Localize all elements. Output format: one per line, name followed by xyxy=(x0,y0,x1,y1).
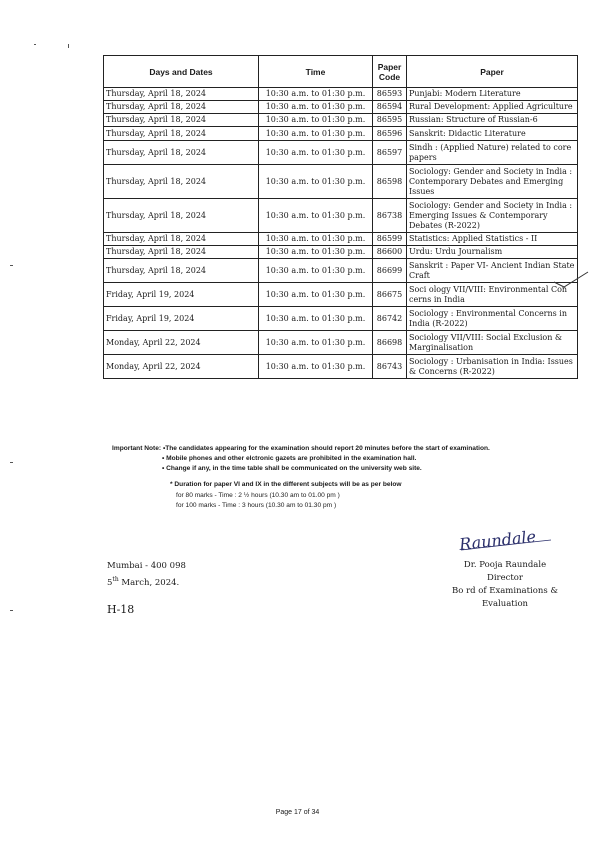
table-row xyxy=(104,127,578,141)
table-row xyxy=(104,283,578,307)
cell-paper: Sociology : Urbanisation in India: Issues & Concerns (R-2022) xyxy=(407,355,578,379)
table-header-row xyxy=(104,56,578,88)
cell-paper: Sindh : (Applied Nature) related to core papers xyxy=(407,141,578,165)
cell-date: Thursday, April 18, 2024 xyxy=(104,88,259,101)
duration-80-marks: for 80 marks - Time : 2 ½ hours (10.30 am to 01.00 pm ) xyxy=(176,491,340,499)
exam-timetable xyxy=(103,55,578,379)
header-time: Time xyxy=(259,56,373,88)
cell-date: Monday, April 22, 2024 xyxy=(104,355,259,379)
header-paper: Paper xyxy=(407,56,578,88)
cell-date: Friday, April 19, 2024 xyxy=(104,307,259,331)
header-days-dates: Days and Dates xyxy=(104,56,259,88)
duration-notes xyxy=(170,480,402,512)
cell-paper: Sociology : Environmental Concerns in India (R-2022) xyxy=(407,307,578,331)
cell-paper: Punjabi: Modern Literature xyxy=(407,88,578,101)
issue-city: Mumbai - 400 098 xyxy=(107,561,186,571)
issue-details xyxy=(107,560,186,590)
note-line-1: •The candidates appearing for the examination should report 20 minutes before the start of examination. xyxy=(162,445,490,452)
cell-time: 10:30 a.m. to 01:30 p.m. xyxy=(259,331,373,355)
duration-title: * Duration for paper VI and IX in the different subjects will be as per below xyxy=(170,481,402,488)
cell-time: 10:30 a.m. to 01:30 p.m. xyxy=(259,246,373,259)
cell-date: Thursday, April 18, 2024 xyxy=(104,101,259,114)
table-row xyxy=(104,114,578,127)
signatory-board: Bo rd of Examinations & Evaluation xyxy=(452,586,558,609)
cell-time: 10:30 a.m. to 01:30 p.m. xyxy=(259,101,373,114)
cell-time: 10:30 a.m. to 01:30 p.m. xyxy=(259,141,373,165)
scan-mark xyxy=(68,44,69,48)
scan-mark xyxy=(34,44,36,45)
cell-paper-code: 86742 xyxy=(373,307,407,331)
table-row xyxy=(104,199,578,233)
cell-date: Monday, April 22, 2024 xyxy=(104,331,259,355)
signature-script: Raundale xyxy=(458,526,537,554)
cell-paper: Sociology: Gender and Society in India : Emerging Issues & Contemporary Debates (R-2022) xyxy=(407,199,578,233)
issue-date: 5th March, 2024. xyxy=(107,576,180,588)
table-row xyxy=(104,88,578,101)
header-paper-code: Paper Code xyxy=(373,56,407,88)
cell-date: Thursday, April 18, 2024 xyxy=(104,199,259,233)
cell-date: Thursday, April 18, 2024 xyxy=(104,165,259,199)
cell-paper-code: 86597 xyxy=(373,141,407,165)
note-line-3: • Change if any, in the time table shall be communicated on the university web site. xyxy=(162,465,422,472)
document-code: H-18 xyxy=(107,603,135,616)
checkmark-icon xyxy=(552,270,592,292)
cell-paper-code: 86738 xyxy=(373,199,407,233)
cell-date: Thursday, April 18, 2024 xyxy=(104,127,259,141)
cell-time: 10:30 a.m. to 01:30 p.m. xyxy=(259,355,373,379)
cell-paper-code: 86595 xyxy=(373,114,407,127)
table-row xyxy=(104,141,578,165)
cell-paper: Sociology VII/VIII: Social Exclusion & Marginalisation xyxy=(407,331,578,355)
cell-paper: Sanskrit: Didactic Literature xyxy=(407,127,578,141)
cell-time: 10:30 a.m. to 01:30 p.m. xyxy=(259,114,373,127)
signature-image xyxy=(455,520,575,556)
table-row xyxy=(104,307,578,331)
svg-text:Raundale xyxy=(457,527,536,554)
signatory-block xyxy=(430,559,580,611)
cell-paper-code: 86594 xyxy=(373,101,407,114)
cell-paper-code: 86600 xyxy=(373,246,407,259)
cell-time: 10:30 a.m. to 01:30 p.m. xyxy=(259,88,373,101)
cell-paper-code: 86698 xyxy=(373,331,407,355)
cell-paper-code: 86599 xyxy=(373,233,407,246)
cell-paper-code: 86675 xyxy=(373,283,407,307)
cell-paper: Sociology: Gender and Society in India : Contemporary Debates and Emerging Issues xyxy=(407,165,578,199)
cell-paper: Rural Development: Applied Agriculture xyxy=(407,101,578,114)
signatory-title: Director xyxy=(487,573,523,583)
cell-time: 10:30 a.m. to 01:30 p.m. xyxy=(259,283,373,307)
duration-100-marks: for 100 marks - Time : 3 hours (10.30 am to 01.30 pm ) xyxy=(176,502,337,509)
scan-mark xyxy=(10,610,13,611)
cell-time: 10:30 a.m. to 01:30 p.m. xyxy=(259,199,373,233)
cell-paper: Urdu: Urdu Journalism xyxy=(407,246,578,259)
notes-label: Important Note: xyxy=(112,445,162,452)
cell-date: Thursday, April 18, 2024 xyxy=(104,141,259,165)
cell-paper: Soci ology VII/VIII: Environmental Con cerns in India xyxy=(407,283,578,307)
cell-time: 10:30 a.m. to 01:30 p.m. xyxy=(259,165,373,199)
scan-mark xyxy=(10,462,13,463)
cell-time: 10:30 a.m. to 01:30 p.m. xyxy=(259,259,373,283)
cell-paper: Sanskrit : Paper VI- Ancient Indian State Craft xyxy=(407,259,578,283)
table-row xyxy=(104,331,578,355)
cell-paper: Statistics: Applied Statistics - II xyxy=(407,233,578,246)
cell-date: Thursday, April 18, 2024 xyxy=(104,259,259,283)
cell-date: Friday, April 19, 2024 xyxy=(104,283,259,307)
cell-paper-code: 86593 xyxy=(373,88,407,101)
signatory-name: Dr. Pooja Raundale xyxy=(463,560,547,570)
cell-time: 10:30 a.m. to 01:30 p.m. xyxy=(259,307,373,331)
table-row xyxy=(104,165,578,199)
note-line-2: • Mobile phones and other elctronic gazets are prohibited in the examination hall. xyxy=(162,455,417,462)
page-number: Page 17 of 34 xyxy=(275,809,320,816)
cell-paper: Russian: Structure of Russian-6 xyxy=(407,114,578,127)
important-notes xyxy=(112,444,582,474)
cell-paper-code: 86743 xyxy=(373,355,407,379)
cell-paper-code: 86596 xyxy=(373,127,407,141)
table-row xyxy=(104,355,578,379)
cell-date: Thursday, April 18, 2024 xyxy=(104,246,259,259)
cell-paper-code: 86598 xyxy=(373,165,407,199)
scan-mark xyxy=(10,265,13,266)
cell-time: 10:30 a.m. to 01:30 p.m. xyxy=(259,127,373,141)
table-row xyxy=(104,101,578,114)
cell-paper-code: 86699 xyxy=(373,259,407,283)
table-body xyxy=(104,88,578,379)
table-row xyxy=(104,233,578,246)
table-row xyxy=(104,246,578,259)
cell-date: Thursday, April 18, 2024 xyxy=(104,233,259,246)
cell-date: Thursday, April 18, 2024 xyxy=(104,114,259,127)
cell-time: 10:30 a.m. to 01:30 p.m. xyxy=(259,233,373,246)
table-row xyxy=(104,259,578,283)
